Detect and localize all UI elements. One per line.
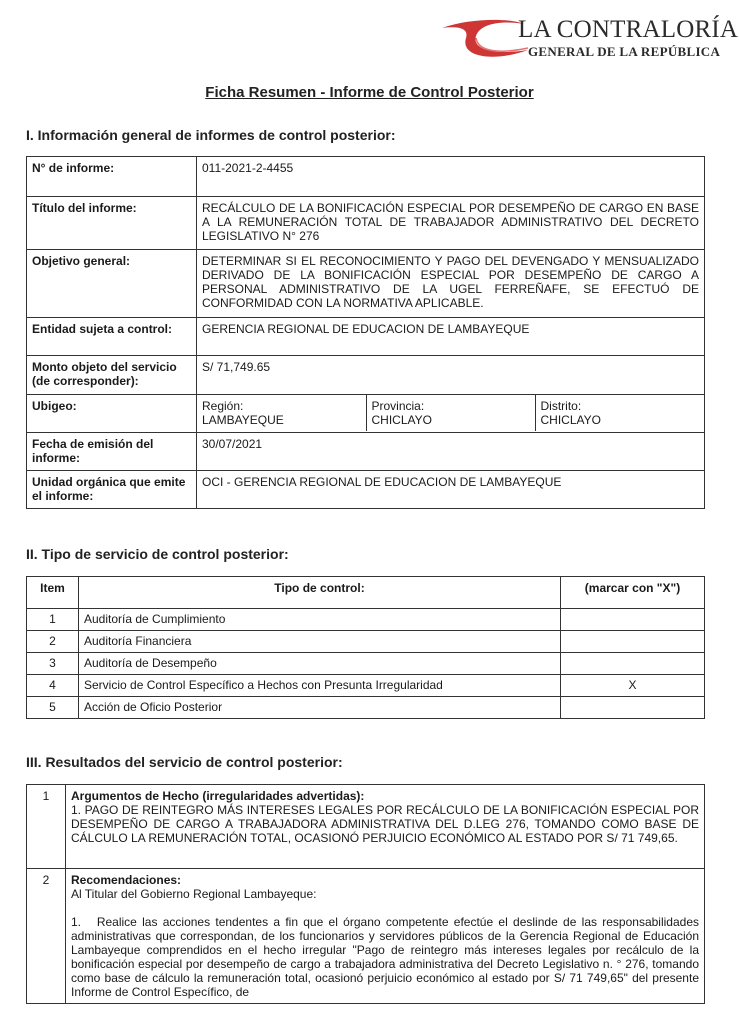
provincia-value: CHICLAYO	[371, 413, 432, 427]
row-marca[interactable]	[561, 609, 705, 631]
unidad-value: OCI - GERENCIA REGIONAL DE EDUCACION DE LAMBAYEQUE	[197, 471, 705, 509]
control-type-row	[27, 653, 705, 675]
results-row-argumentos	[27, 785, 705, 869]
ubigeo-region	[197, 395, 366, 431]
logo-swoosh-icon	[440, 14, 530, 64]
row-item: 2	[27, 631, 79, 653]
distrito-value: CHICLAYO	[540, 413, 601, 427]
row-tipo: Acción de Oficio Posterior	[79, 697, 561, 719]
row-marca[interactable]	[561, 653, 705, 675]
control-type-header	[27, 577, 705, 609]
fecha-label: Fecha de emisión del informe:	[27, 433, 197, 471]
row-tipo: Auditoría de Cumplimiento	[79, 609, 561, 631]
numero-value: 011-2021-2-4455	[197, 157, 705, 197]
header-item: Item	[27, 577, 79, 609]
row-ubigeo	[27, 395, 705, 433]
row-objetivo	[27, 250, 705, 318]
section1-title: I. Información general de informes de control posterior:	[26, 127, 396, 143]
row-marca[interactable]	[561, 697, 705, 719]
section3-title: III. Resultados del servicio de control posterior:	[26, 754, 343, 770]
region-label: Región:	[202, 399, 244, 413]
monto-label: Monto objeto del servicio (de corresponder):	[27, 356, 197, 395]
control-type-row	[27, 697, 705, 719]
row-item: 5	[27, 697, 79, 719]
recomendaciones-heading: Recomendaciones:	[71, 873, 182, 887]
row-monto	[27, 356, 705, 395]
monto-value: S/ 71,749.65	[197, 356, 705, 395]
row-titulo	[27, 197, 705, 250]
recomendaciones-text: 1. Realice las acciones tendentes a fin que el órgano competente efectúe el deslinde de las responsabilidades administrativas que correspondan, de los funcionarios y servidores públicos de la Gerencia Regional de Educación Lambayeque comprendidos en el hecho irregular "Pago de reintegro más intereses legales por recálculo de la bonificación especial por desempeño de cargo a trabajadora administrativa del Decreto Legislativo n. ° 276, tomando como base de cálculo la remuneración total, ocasionó perjuicio económico al estado por S/ 71 749,65" del presente Informe de Control Específico, de	[71, 915, 703, 999]
control-type-table	[26, 576, 705, 719]
objetivo-value: DETERMINAR SI EL RECONOCIMIENTO Y PAGO DEL DEVENGADO Y MENSUALIZADO DERIVADO DE LA BONIFICACIÓN ESPECIAL POR DESEMPEÑO DE CARGO A PERSONAL ADMINISTRATIVO DE LA UGEL FERREÑAFE, SE EFECTUÓ DE CONFORMIDAD CON LA NORMATIVA APLICABLE.	[197, 250, 705, 318]
row-fecha	[27, 433, 705, 471]
row-marca[interactable]	[561, 631, 705, 653]
control-type-row	[27, 609, 705, 631]
general-info-table	[26, 156, 705, 509]
recomendaciones-addressee: Al Titular del Gobierno Regional Lambayeque:	[71, 887, 317, 901]
contraloria-logo	[440, 14, 739, 64]
ubigeo-label: Ubigeo:	[27, 395, 197, 433]
objetivo-label: Objetivo general:	[27, 250, 197, 318]
distrito-label: Distrito:	[540, 399, 582, 413]
row-item: 1	[27, 609, 79, 631]
result-number: 1	[27, 785, 66, 869]
row-item: 4	[27, 675, 79, 697]
ubigeo-distrito	[535, 395, 704, 431]
titulo-value: RECÁLCULO DE LA BONIFICACIÓN ESPECIAL POR DESEMPEÑO DE CARGO EN BASE A LA REMUNERACIÓN TOTAL DE TRABAJADOR ADMINISTRATIVO DEL DECRETO LEGISLATIVO N° 276	[197, 197, 705, 250]
control-type-row	[27, 675, 705, 697]
fecha-value: 30/07/2021	[197, 433, 705, 471]
logo-line2: GENERAL DE LA REPÚBLICA	[528, 44, 721, 59]
argumentos-heading: Argumentos de Hecho (irregularidades advertidas):	[71, 789, 365, 803]
results-row-recomendaciones	[27, 869, 705, 1004]
results-table	[26, 784, 705, 1004]
ubigeo-provincia	[366, 395, 535, 431]
entidad-value: GERENCIA REGIONAL DE EDUCACION DE LAMBAYEQUE	[197, 318, 705, 356]
row-marca[interactable]: X	[561, 675, 705, 697]
row-item: 3	[27, 653, 79, 675]
document-title: Ficha Resumen - Informe de Control Posterior	[205, 84, 534, 101]
entidad-label: Entidad sujeta a control:	[27, 318, 197, 356]
header-tipo: Tipo de control:	[79, 577, 561, 609]
header-marca: (marcar con "X")	[561, 577, 705, 609]
row-numero	[27, 157, 705, 197]
ubigeo-subtable	[197, 395, 704, 431]
row-tipo: Servicio de Control Específico a Hechos con Presunta Irregularidad	[79, 675, 561, 697]
numero-label: N° de informe:	[27, 157, 197, 197]
provincia-label: Provincia:	[371, 399, 425, 413]
region-value: LAMBAYEQUE	[202, 413, 284, 427]
logo-line1: LA CONTRALORÍA	[518, 16, 739, 43]
control-type-row	[27, 631, 705, 653]
row-tipo: Auditoría Financiera	[79, 631, 561, 653]
row-unidad	[27, 471, 705, 509]
unidad-label: Unidad orgánica que emite el informe:	[27, 471, 197, 509]
section2-title: II. Tipo de servicio de control posterior:	[26, 546, 289, 562]
argumentos-text: 1. PAGO DE REINTEGRO MÁS INTERESES LEGALES POR RECÁLCULO DE LA BONIFICACIÓN ESPECIAL POR DESEMPEÑO DE CARGO A TRABAJADORA ADMINISTRATIVA DEL D.LEG 276, TOMANDO COMO BASE DE CÁLCULO LA REMUNERACIÓN TOTAL, OCASIONÓ PERJUICIO ECONÓMICO AL ESTADO POR S/ 71 749,65.	[71, 803, 699, 845]
row-tipo: Auditoría de Desempeño	[79, 653, 561, 675]
result-number: 2	[27, 869, 66, 1004]
row-entidad	[27, 318, 705, 356]
titulo-label: Título del informe:	[27, 197, 197, 250]
